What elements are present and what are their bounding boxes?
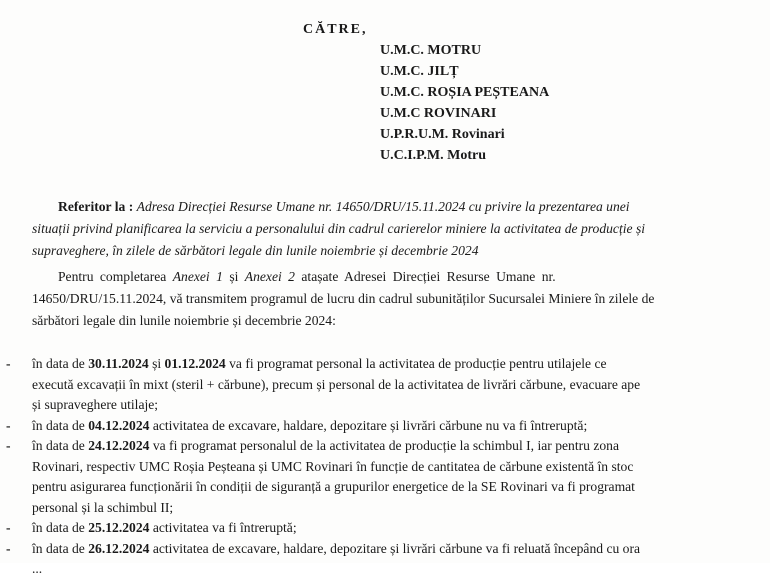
- recipient-item: U.M.C. JILȚ: [380, 64, 459, 79]
- intro-text: atașate Adresei Direcției Resurse Umane nr.: [301, 269, 556, 284]
- recipient-item: U.P.R.U.M. Rovinari: [380, 127, 505, 142]
- reference-text: supraveghere, în zilele de sărbători legale din lunile noiembrie și decembrie 2024: [32, 243, 479, 258]
- intro-text: și: [229, 269, 239, 284]
- recipient-item: U.C.I.P.M. Motru: [380, 148, 487, 163]
- schedule-list: [6, 354, 746, 580]
- list-item-text: activitatea de excavare, haldare, depozitare și livrări cărbune va fi reluată începând cu ora: [149, 540, 641, 556]
- date: 26.12.2024: [88, 540, 150, 556]
- list-item-text: activitatea de excavare, haldare, depozitare și livrări cărbune nu va fi întreruptă;: [149, 417, 588, 433]
- reference-line: [32, 240, 744, 262]
- list-item-text: va fi programat personalul de la activitatea de producție la schimbul I, iar pentru zona: [149, 438, 619, 453]
- annex-1-ref: Anexei 1: [172, 269, 223, 284]
- list-item: [6, 539, 746, 580]
- list-item-line: [32, 436, 746, 457]
- bullet-dash: -: [6, 540, 11, 556]
- list-item-line: Rovinari, respectiv UMC Roșia Peșteana și UMC Rovinari în funcție de cantitatea de cărbune existentă în stoc: [32, 458, 634, 474]
- list-item-line: [32, 354, 746, 375]
- date: 24.12.2024: [88, 438, 150, 453]
- list-item-text: în data de: [32, 417, 89, 433]
- intro-line: [32, 266, 744, 288]
- intro-text: Pentru completarea: [58, 269, 167, 284]
- list-item: [6, 354, 746, 416]
- reference-line: [32, 196, 744, 218]
- list-item-line: ...: [32, 561, 43, 576]
- list-item-line: pentru asigurarea funcționării în condiții de siguranță a grupurilor energetice de la SE Rovinari va fi programat: [32, 479, 635, 494]
- reference-label: Referitor la :: [58, 199, 134, 214]
- reference-text: Adresa Direcției Resurse Umane nr. 14650/DRU/15.11.2024 cu privire la prezentarea unei: [136, 199, 630, 214]
- list-item-text: în data de: [32, 520, 89, 535]
- list-item-text: în data de: [32, 540, 89, 556]
- list-item-text: în data de: [32, 438, 89, 453]
- bullet-dash: -: [6, 417, 11, 433]
- list-item-text: în data de: [32, 356, 89, 371]
- list-item-line: personal și la schimbul II;: [32, 499, 174, 515]
- bullet-dash: -: [6, 356, 11, 371]
- date: 25.12.2024: [88, 520, 150, 535]
- bullet-dash: -: [6, 520, 11, 535]
- recipient-item: U.M.C ROVINARI: [380, 106, 497, 121]
- list-item: [6, 436, 746, 518]
- list-item-text: și: [148, 356, 165, 371]
- reference-text: situații privind planificarea la serviciu a personalului din cadrul carierelor miniere la activitatea de producție și: [32, 221, 646, 236]
- list-item-line: [32, 539, 746, 560]
- list-item-line: execută excavații în mixt (steril + cărbune), precum și personal de la activitatea de livrări cărbune, evacuare ape: [32, 376, 641, 392]
- catre-heading: CĂTRE,: [303, 22, 368, 37]
- recipient-item: U.M.C. ROȘIA PEȘTEANA: [380, 85, 550, 100]
- intro-line: sărbători legale din lunile noiembrie și decembrie 2024:: [32, 313, 336, 328]
- intro-line: 14650/DRU/15.11.2024, vă transmitem programul de lucru din cadrul subunităților Sucursalei Miniere în zilele de: [32, 291, 655, 306]
- date: 04.12.2024: [88, 417, 150, 433]
- list-item-line: și supraveghere utilaje;: [32, 397, 159, 412]
- intro-paragraph: [32, 266, 744, 332]
- annex-2-ref: Anexei 2: [244, 269, 295, 284]
- list-item-line: [32, 416, 746, 437]
- reference-paragraph: [32, 196, 744, 262]
- list-item: [6, 518, 746, 539]
- date: 01.12.2024: [164, 356, 226, 371]
- list-item-text: activitatea va fi întreruptă;: [149, 520, 297, 535]
- recipient-item: U.M.C. MOTRU: [380, 43, 482, 58]
- list-item-text: va fi programat personal la activitatea de producție pentru utilajele ce: [225, 356, 607, 371]
- reference-line: [32, 218, 744, 240]
- list-item: [6, 416, 746, 437]
- bullet-dash: -: [6, 438, 11, 453]
- recipients-list: [380, 40, 549, 166]
- date: 30.11.2024: [88, 356, 149, 371]
- list-item-line: [32, 518, 746, 539]
